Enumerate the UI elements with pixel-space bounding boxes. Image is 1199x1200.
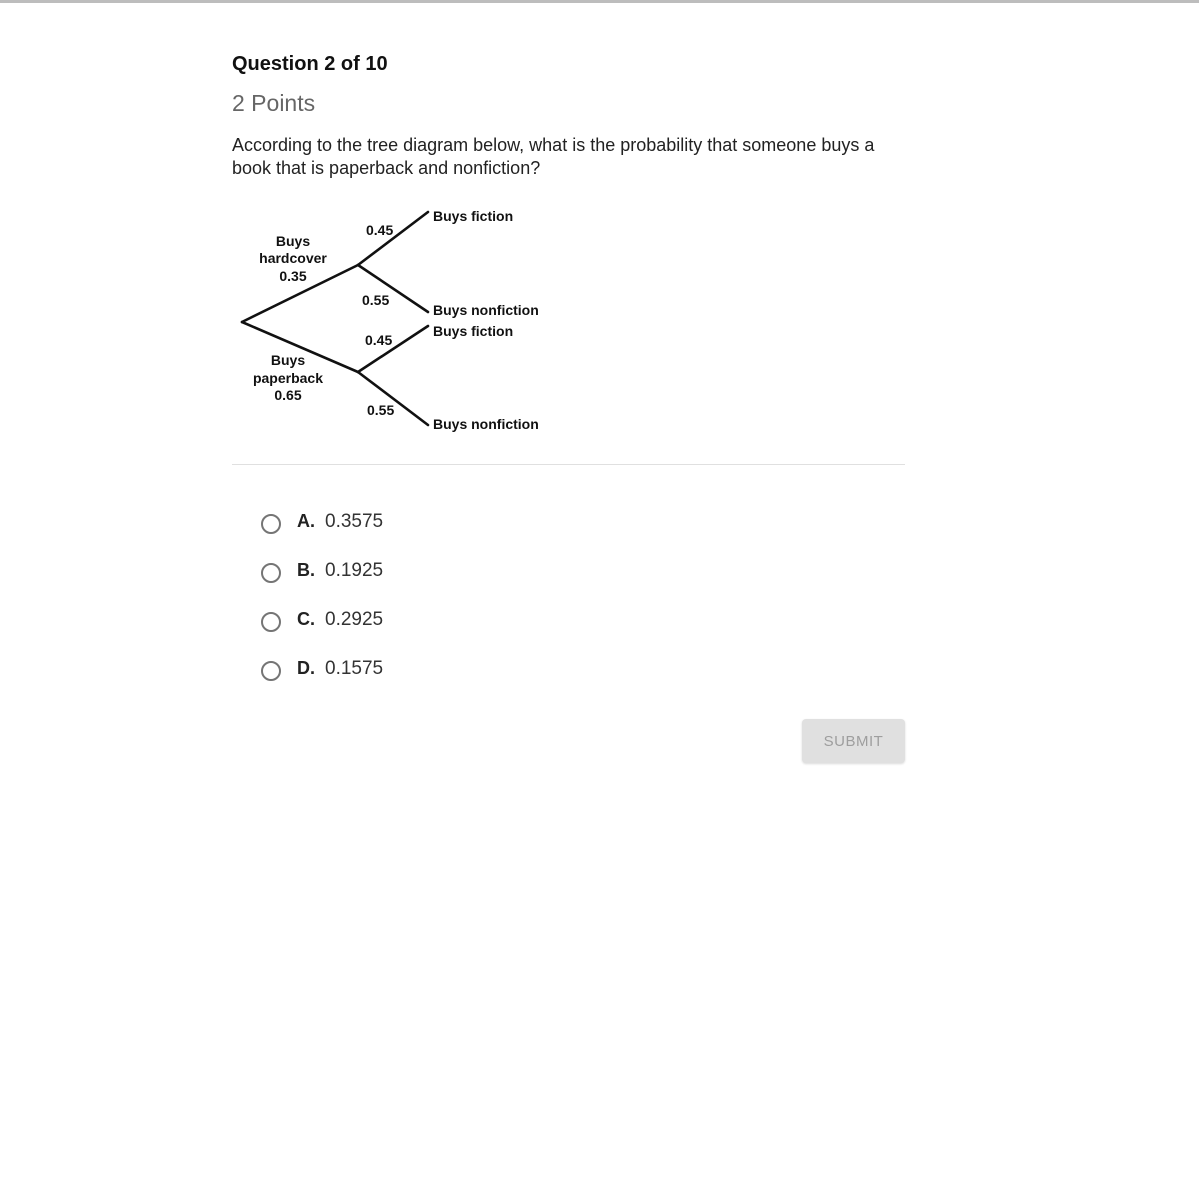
hard-fiction-label: Buys fiction xyxy=(433,208,514,224)
paperback-prob: 0.65 xyxy=(274,387,302,403)
choice-letter: A. xyxy=(297,511,315,531)
tree-diagram xyxy=(232,205,562,445)
branch-hard-fiction xyxy=(358,212,428,265)
radio-button[interactable] xyxy=(261,661,281,681)
paper-fiction-label: Buys fiction xyxy=(433,323,514,339)
choice-b[interactable] xyxy=(261,546,383,595)
choice-text: 0.1925 xyxy=(325,559,384,581)
hard-nonfiction-label: Buys nonfiction xyxy=(433,302,539,318)
divider xyxy=(232,464,905,465)
top-border xyxy=(0,0,1199,3)
question-points: 2 Points xyxy=(232,90,316,116)
choice-letter: D. xyxy=(297,658,315,678)
paper-nonfiction-prob: 0.55 xyxy=(367,402,395,418)
question-panel xyxy=(232,50,905,750)
paper-fiction-prob: 0.45 xyxy=(365,332,393,348)
choice-letter: B. xyxy=(297,560,315,580)
hardcover-label-line1: Buys xyxy=(275,233,311,249)
choice-text: 0.1575 xyxy=(325,657,384,679)
hard-nonfiction-prob: 0.55 xyxy=(362,292,390,308)
choice-c[interactable] xyxy=(261,595,383,644)
question-prompt: According to the tree diagram below, what is the probability that someone buys a book that is paperback and nonfiction? xyxy=(232,135,875,178)
paperback-label-line2: paperback xyxy=(252,370,324,386)
hardcover-prob: 0.35 xyxy=(279,268,307,284)
paperback-label-line1: Buys xyxy=(270,352,306,368)
question-title: Question 2 of 10 xyxy=(232,53,388,75)
choice-d[interactable] xyxy=(261,644,383,693)
choice-letter: C. xyxy=(297,609,315,629)
choice-a[interactable] xyxy=(261,497,383,546)
tree-diagram-svg xyxy=(232,205,562,445)
submit-button[interactable]: SUBMIT xyxy=(802,719,905,763)
radio-button[interactable] xyxy=(261,514,281,534)
paper-nonfiction-label: Buys nonfiction xyxy=(433,416,539,432)
answer-choices xyxy=(261,497,383,693)
hard-fiction-prob: 0.45 xyxy=(366,222,394,238)
radio-button[interactable] xyxy=(261,563,281,583)
radio-button[interactable] xyxy=(261,612,281,632)
choice-text: 0.2925 xyxy=(325,608,384,630)
choice-text: 0.3575 xyxy=(325,510,384,532)
hardcover-label-line2: hardcover xyxy=(259,250,327,266)
